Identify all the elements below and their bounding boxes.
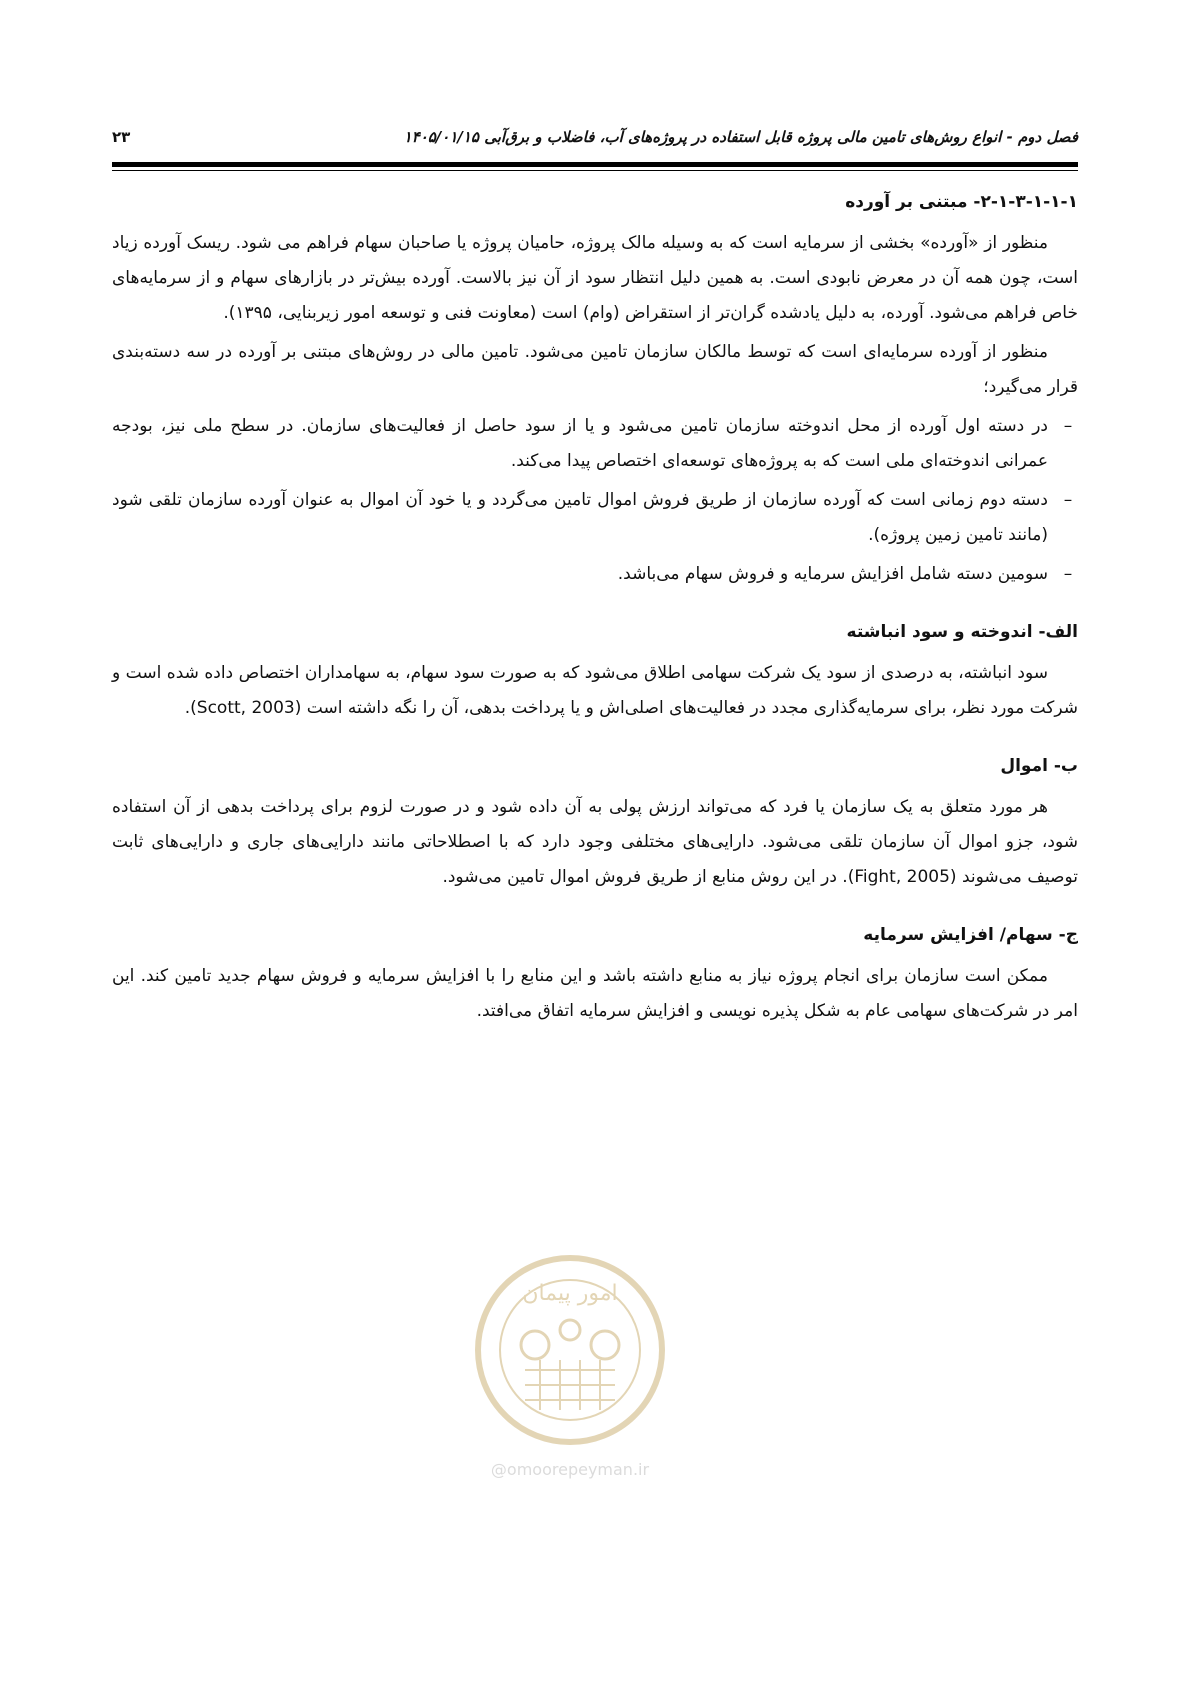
subsection-text: هر مورد متعلق به یک سازمان یا فرد که می‌تواند ارزش پولی به آن داده شود و در صورت لزوم برای پرداخت بدهی از آن استفاده شود، جزو اموال آن سازمان تلقی می‌شود. دارایی‌های مختلفی وجود دارد که با اصطلاحاتی مانند دارایی‌های جاری و دارایی‌های ثابت توصیف می‌شوند (Fight, 2005). در این روش منابع از طریق فروش اموال تامین می‌شود. [112, 797, 1078, 887]
subsection-heading: ج- سهام/ افزایش سرمایه [863, 925, 1078, 945]
subsection-reserves [112, 616, 1078, 726]
bullet-dash: – [1063, 416, 1073, 436]
subsection-equity [112, 919, 1078, 1029]
list-item [112, 483, 1073, 553]
list-item-text: سومین دسته شامل افزایش سرمایه و فروش سهام می‌باشد. [617, 564, 1048, 584]
watermark-logo-text: امور پیمان [522, 1281, 618, 1306]
page-header [112, 128, 1078, 158]
subsection-text: سود انباشته، به درصدی از سود یک شرکت سهامی اطلاق می‌شود که به صورت سود سهام، به سهامداران اختصاص داده شده است و شرکت مورد نظر، برای سرمایه‌گذاری مجدد در فعالیت‌های اصلی‌اش و یا پرداخت بدهی، آن را نگه داشته است (Scott, 2003). [112, 663, 1078, 718]
page-number: ۲۳ [112, 128, 131, 146]
bullet-dash: – [1063, 564, 1073, 584]
subsection-heading: الف- اندوخته و سود انباشته [846, 622, 1078, 642]
header-rule-thick [112, 162, 1078, 167]
watermark-logo-icon [470, 1250, 670, 1450]
header-rule-thin [112, 170, 1078, 171]
category-list [112, 409, 1078, 592]
subsection-assets [112, 750, 1078, 895]
subsection-text: ممکن است سازمان برای انجام پروژه نیاز به منابع داشته باشد و این منابع را با افزایش سرمایه و فروش سهام جدید تامین کند. این امر در شرکت‌های سهامی عام به شکل پذیره نویسی و افزایش سرمایه اتفاق می‌افتد. [112, 966, 1078, 1021]
bullet-dash: – [1063, 490, 1073, 510]
header-title: فصل دوم - انواع روش‌های تامین مالی پروژه قابل استفاده در پروژه‌های آب، فاضلاب و برق‌آبی ۱۴۰۵/۰۱/۱۵ [403, 128, 1078, 146]
list-item-text: در دسته اول آورده از محل اندوخته سازمان تامین می‌شود و یا از سود حاصل از فعالیت‌های سازمان. در سطح ملی نیز، بودجه عمرانی اندوخته‌ای ملی است که به پروژه‌های توسعه‌ای اختصاص پیدا می‌کند. [112, 416, 1048, 471]
list-item [112, 557, 1073, 592]
paragraph: منظور از آورده سرمایه‌ای است که توسط مالکان سازمان تامین می‌شود. تامین مالی در روش‌های مبتنی بر آورده در سه دسته‌بندی قرار می‌گیرد؛ [112, 342, 1078, 397]
watermark [470, 1250, 670, 1510]
watermark-domain: @omoorepeyman.ir [490, 1460, 650, 1479]
list-item [112, 409, 1073, 479]
subsection-heading: ب- اموال [1000, 756, 1078, 776]
paragraph: منظور از «آورده» بخشی از سرمایه است که به وسیله مالک پروژه، حامیان پروژه یا صاحبان سهام فراهم می شود. ریسک آورده زیاد است، چون همه آن در معرض نابودی است. به همین دلیل انتظار سود از آن نیز بالاست. آورده بیش‌تر در بازارهای سهام و از سرمایه‌های خاص فراهم می‌شود. آورده، به دلیل یادشده گران‌تر از استقراض (وام) است (معاونت فنی و توسعه امور زیربنایی، ۱۳۹۵). [112, 233, 1078, 323]
section-heading: ۲-۱-۳-۱-۱-۱- مبتنی بر آورده [845, 192, 1078, 212]
list-item-text: دسته دوم زمانی است که آورده سازمان از طریق فروش اموال تامین می‌گردد و یا خود آن اموال به عنوان آورده سازمان تلقی شود (مانند تامین زمین پروژه). [112, 490, 1048, 545]
